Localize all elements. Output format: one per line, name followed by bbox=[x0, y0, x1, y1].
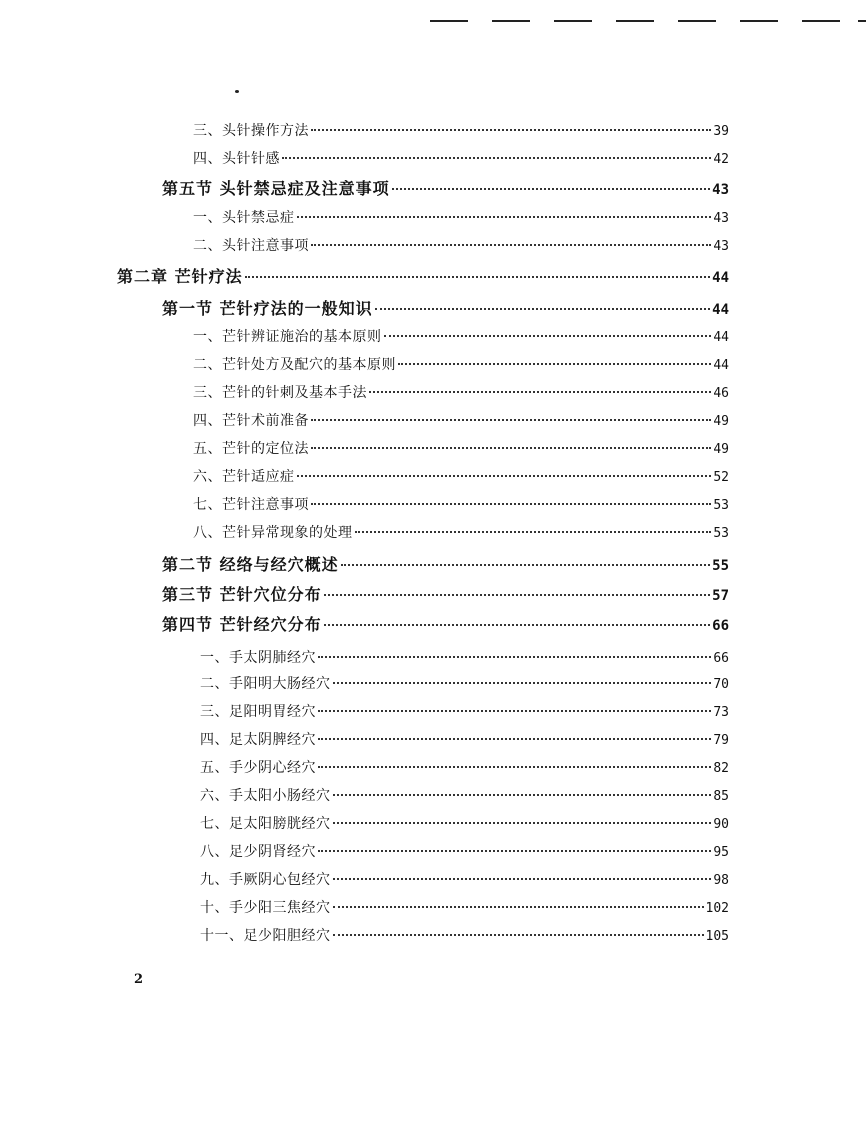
toc-page-number: 79 bbox=[713, 733, 729, 748]
toc-entry bbox=[193, 494, 729, 514]
toc-page-number: 82 bbox=[713, 761, 729, 776]
toc-entry bbox=[200, 701, 729, 721]
toc-page-number: 55 bbox=[712, 558, 729, 574]
toc-page-number: 90 bbox=[713, 817, 729, 832]
dot-leader bbox=[311, 129, 711, 131]
toc-page-number: 49 bbox=[713, 414, 729, 429]
toc-page-number: 70 bbox=[713, 677, 729, 692]
dot-leader bbox=[333, 878, 712, 880]
toc-entry bbox=[200, 925, 729, 945]
toc-entry bbox=[200, 841, 729, 861]
toc-entry bbox=[193, 466, 729, 486]
toc-entry bbox=[200, 813, 729, 833]
dot-leader bbox=[369, 391, 711, 393]
toc-page-number: 44 bbox=[712, 302, 729, 318]
toc-title: 第二章 芒针疗法 bbox=[117, 267, 243, 286]
toc-title: 八、芒针异常现象的处理 bbox=[193, 525, 353, 541]
toc-entry bbox=[193, 522, 729, 542]
toc-page-number: 42 bbox=[713, 152, 729, 167]
toc-title: 二、手阳明大肠经穴 bbox=[200, 676, 331, 692]
toc-entry bbox=[117, 264, 729, 287]
toc-page-number: 98 bbox=[713, 873, 729, 888]
toc-page-number: 57 bbox=[712, 588, 729, 604]
toc-page-number: 43 bbox=[713, 211, 729, 226]
toc-title: 一、头针禁忌症 bbox=[193, 210, 295, 226]
toc-page-number: 95 bbox=[713, 845, 729, 860]
dot-leader bbox=[398, 363, 711, 365]
ink-speck bbox=[235, 90, 239, 93]
toc-entry bbox=[200, 785, 729, 805]
toc-title: 七、足太阳膀胱经穴 bbox=[200, 816, 331, 832]
toc-page-number: 44 bbox=[713, 358, 729, 373]
dot-leader bbox=[341, 564, 711, 566]
toc-title: 三、头针操作方法 bbox=[193, 123, 309, 139]
dot-leader bbox=[392, 188, 711, 190]
dot-leader bbox=[311, 419, 711, 421]
toc-page-number: 39 bbox=[713, 124, 729, 139]
dot-leader bbox=[333, 794, 712, 796]
dot-leader bbox=[384, 335, 712, 337]
toc-entry bbox=[200, 869, 729, 889]
toc-page-number: 43 bbox=[712, 182, 729, 198]
toc-entry bbox=[162, 582, 729, 605]
dot-leader bbox=[311, 244, 711, 246]
toc-title: 八、足少阴肾经穴 bbox=[200, 844, 316, 860]
toc-title: 六、芒针适应症 bbox=[193, 469, 295, 485]
dot-leader bbox=[324, 594, 711, 596]
toc-page-number: 73 bbox=[713, 705, 729, 720]
toc-page-number: 53 bbox=[713, 498, 729, 513]
toc-title: 五、芒针的定位法 bbox=[193, 441, 309, 457]
toc-entry bbox=[200, 897, 729, 917]
dot-leader bbox=[297, 475, 712, 477]
toc-title: 第三节 芒针穴位分布 bbox=[162, 585, 322, 604]
toc-title: 十、手少阳三焦经穴 bbox=[200, 900, 331, 916]
toc-page-number: 85 bbox=[713, 789, 729, 804]
page-number: 2 bbox=[134, 972, 144, 987]
top-dashes bbox=[430, 20, 866, 24]
toc-title: 一、芒针辨证施治的基本原则 bbox=[193, 329, 382, 345]
toc-page-number: 66 bbox=[713, 651, 729, 666]
dot-leader bbox=[324, 624, 711, 626]
toc-page-number: 46 bbox=[713, 386, 729, 401]
dot-leader bbox=[297, 216, 712, 218]
toc-title: 二、头针注意事项 bbox=[193, 238, 309, 254]
toc-page-number: 52 bbox=[713, 470, 729, 485]
toc-page-number: 53 bbox=[713, 526, 729, 541]
toc-title: 第二节 经络与经穴概述 bbox=[162, 555, 339, 574]
dot-leader bbox=[333, 934, 704, 936]
dot-leader bbox=[318, 850, 711, 852]
toc-title: 四、足太阴脾经穴 bbox=[200, 732, 316, 748]
dot-leader bbox=[311, 447, 711, 449]
toc-title: 三、芒针的针刺及基本手法 bbox=[193, 385, 367, 401]
toc-entry bbox=[193, 354, 729, 374]
dot-leader bbox=[333, 682, 712, 684]
toc-title: 四、芒针术前准备 bbox=[193, 413, 309, 429]
toc-entry bbox=[162, 176, 729, 199]
toc-entry bbox=[200, 647, 729, 667]
toc-entry bbox=[193, 326, 729, 346]
toc-title: 九、手厥阴心包经穴 bbox=[200, 872, 331, 888]
toc-entry bbox=[193, 207, 729, 227]
dot-leader bbox=[245, 276, 711, 278]
toc-page-number: 49 bbox=[713, 442, 729, 457]
toc-title: 二、芒针处方及配穴的基本原则 bbox=[193, 357, 396, 373]
dot-leader bbox=[333, 906, 704, 908]
toc-entry bbox=[162, 296, 729, 319]
toc-title: 第四节 芒针经穴分布 bbox=[162, 615, 322, 634]
toc-page-number: 66 bbox=[712, 618, 729, 634]
dot-leader bbox=[282, 157, 711, 159]
dot-leader bbox=[318, 738, 711, 740]
dot-leader bbox=[318, 766, 711, 768]
dot-leader bbox=[318, 656, 711, 658]
dot-leader bbox=[375, 308, 711, 310]
dot-leader bbox=[318, 710, 711, 712]
dot-leader bbox=[311, 503, 711, 505]
toc-title: 四、头针针感 bbox=[193, 151, 280, 167]
toc-page-number: 44 bbox=[712, 270, 729, 286]
toc-entry bbox=[193, 235, 729, 255]
toc-title: 三、足阳明胃经穴 bbox=[200, 704, 316, 720]
toc-page-number: 102 bbox=[705, 901, 729, 916]
toc-title: 第一节 芒针疗法的一般知识 bbox=[162, 299, 373, 318]
toc-entry bbox=[200, 729, 729, 749]
toc-title: 第五节 头针禁忌症及注意事项 bbox=[162, 179, 390, 198]
toc-page-number: 44 bbox=[713, 330, 729, 345]
toc-entry bbox=[162, 552, 729, 575]
toc-entry bbox=[193, 120, 729, 140]
toc-title: 五、手少阴心经穴 bbox=[200, 760, 316, 776]
toc-entry bbox=[193, 148, 729, 168]
toc-title: 七、芒针注意事项 bbox=[193, 497, 309, 513]
toc-title: 六、手太阳小肠经穴 bbox=[200, 788, 331, 804]
toc-title: 十一、足少阳胆经穴 bbox=[200, 928, 331, 944]
dot-leader bbox=[355, 531, 712, 533]
toc-entry bbox=[200, 673, 729, 693]
toc-title: 一、手太阴肺经穴 bbox=[200, 650, 316, 666]
dot-leader bbox=[333, 822, 712, 824]
toc-entry bbox=[193, 382, 729, 402]
toc-page-number: 105 bbox=[705, 929, 729, 944]
toc-entry bbox=[162, 612, 729, 635]
toc-entry bbox=[193, 410, 729, 430]
toc-page-number: 43 bbox=[713, 239, 729, 254]
toc-entry bbox=[193, 438, 729, 458]
toc-entry bbox=[200, 757, 729, 777]
